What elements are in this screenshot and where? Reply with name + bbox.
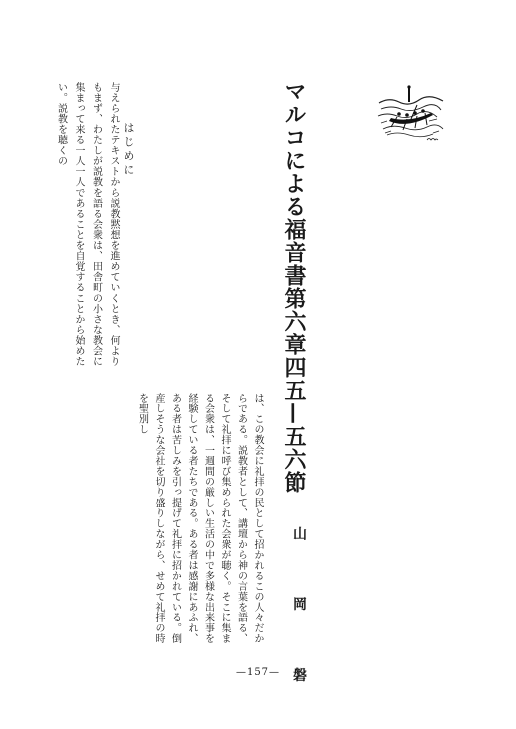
boat-on-sea-illustration	[377, 83, 445, 143]
section-heading: はじめに	[122, 122, 135, 178]
intro-paragraph: 与えられたテキストから説教黙想を進めていくとき、何よりもまず、わたしが説教を語る会衆は、田舎町の小さな教会に集まって来る一人一人であることを自覚することから始めたい。説教を聴くの	[55, 82, 119, 367]
article-title: マルコによる福音書第六章四五—五六節	[281, 80, 307, 494]
page-number: —157—	[235, 667, 281, 678]
body-paragraph: は、この教会に礼拝の民として招かれるこの人々だからである。説教者として、講壇から神の言葉を語る、そして礼拝に呼び集められた会衆が聴く。そこに集まる会衆は、一週間の厳しい生活の中で多様な出来事を経験している者たちである。ある者は感謝にあふれ、ある者は苦しみを引っ提げて礼拝に招かれている。倒産しそうな会社を切り盛りしながら、せめて礼拝の時を聖別し	[136, 393, 263, 644]
author-name: 山 岡 磐	[291, 526, 307, 708]
